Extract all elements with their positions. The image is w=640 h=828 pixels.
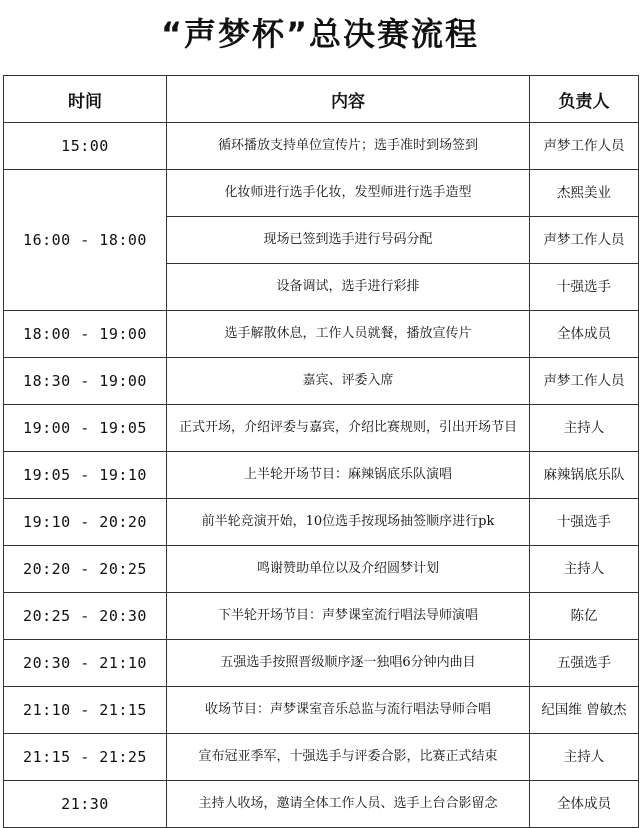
content-cell: 五强选手按照晋级顺序逐一独唱6分钟内曲目: [167, 640, 530, 687]
owner-cell: 声梦工作人员: [530, 123, 639, 170]
owner-cell: 纪国维 曾敏杰: [530, 687, 639, 734]
owner-cell: 主持人: [530, 405, 639, 452]
time-cell: 20:30 - 21:10: [4, 640, 167, 687]
header-owner: 负责人: [530, 76, 639, 123]
content-cell: 选手解散休息，工作人员就餐，播放宣传片: [167, 311, 530, 358]
owner-cell: 主持人: [530, 546, 639, 593]
table-row: [4, 358, 639, 405]
page-title: “声梦杯”总决赛流程: [160, 15, 480, 53]
table-row: [4, 123, 639, 170]
content-cell: 鸣谢赞助单位以及介绍圆梦计划: [167, 546, 530, 593]
table-row: [4, 170, 639, 217]
time-cell: 19:05 - 19:10: [4, 452, 167, 499]
owner-cell: 全体成员: [530, 781, 639, 828]
schedule-table: [3, 75, 639, 828]
content-cell: 现场已签到选手进行号码分配: [167, 217, 530, 264]
content-cell: 主持人收场，邀请全体工作人员、选手上台合影留念: [167, 781, 530, 828]
owner-cell: 陈亿: [530, 593, 639, 640]
content-cell: 收场节目：声梦课室音乐总监与流行唱法导师合唱: [167, 687, 530, 734]
time-cell: 21:30: [4, 781, 167, 828]
content-cell: 前半轮竞演开始，10位选手按现场抽签顺序进行pk: [167, 499, 530, 546]
content-cell: 嘉宾、评委入席: [167, 358, 530, 405]
owner-cell: 杰熙美业: [530, 170, 639, 217]
time-cell: 19:10 - 20:20: [4, 499, 167, 546]
header-row: [4, 76, 639, 123]
content-cell: 宣布冠亚季军，十强选手与评委合影，比赛正式结束: [167, 734, 530, 781]
table-row: [4, 546, 639, 593]
owner-cell: 十强选手: [530, 499, 639, 546]
table-row: [4, 452, 639, 499]
content-cell: 下半轮开场节目：声梦课室流行唱法导师演唱: [167, 593, 530, 640]
owner-cell: 全体成员: [530, 311, 639, 358]
content-cell: 循环播放支持单位宣传片；选手准时到场签到: [167, 123, 530, 170]
time-cell: 21:15 - 21:25: [4, 734, 167, 781]
time-cell: 18:30 - 19:00: [4, 358, 167, 405]
time-cell: 19:00 - 19:05: [4, 405, 167, 452]
header-time: 时间: [4, 76, 167, 123]
content-cell: 设备调试，选手进行彩排: [167, 264, 530, 311]
time-cell: 15:00: [4, 123, 167, 170]
owner-cell: 主持人: [530, 734, 639, 781]
table-row: [4, 311, 639, 358]
time-cell: 20:25 - 20:30: [4, 593, 167, 640]
owner-cell: 麻辣锅底乐队: [530, 452, 639, 499]
time-cell: 18:00 - 19:00: [4, 311, 167, 358]
content-cell: 化妆师进行选手化妆，发型师进行选手造型: [167, 170, 530, 217]
table-row: [4, 593, 639, 640]
table-row: [4, 781, 639, 828]
header-content: 内容: [167, 76, 530, 123]
content-cell: 上半轮开场节目：麻辣锅底乐队演唱: [167, 452, 530, 499]
time-cell: 16:00 - 18:00: [4, 170, 167, 311]
table-row: [4, 405, 639, 452]
time-cell: 21:10 - 21:15: [4, 687, 167, 734]
time-cell: 20:20 - 20:25: [4, 546, 167, 593]
owner-cell: 五强选手: [530, 640, 639, 687]
owner-cell: 声梦工作人员: [530, 217, 639, 264]
owner-cell: 声梦工作人员: [530, 358, 639, 405]
table-row: [4, 734, 639, 781]
content-cell: 正式开场，介绍评委与嘉宾，介绍比赛规则，引出开场节目: [167, 405, 530, 452]
owner-cell: 十强选手: [530, 264, 639, 311]
table-row: [4, 640, 639, 687]
table-row: [4, 499, 639, 546]
table-row: [4, 687, 639, 734]
